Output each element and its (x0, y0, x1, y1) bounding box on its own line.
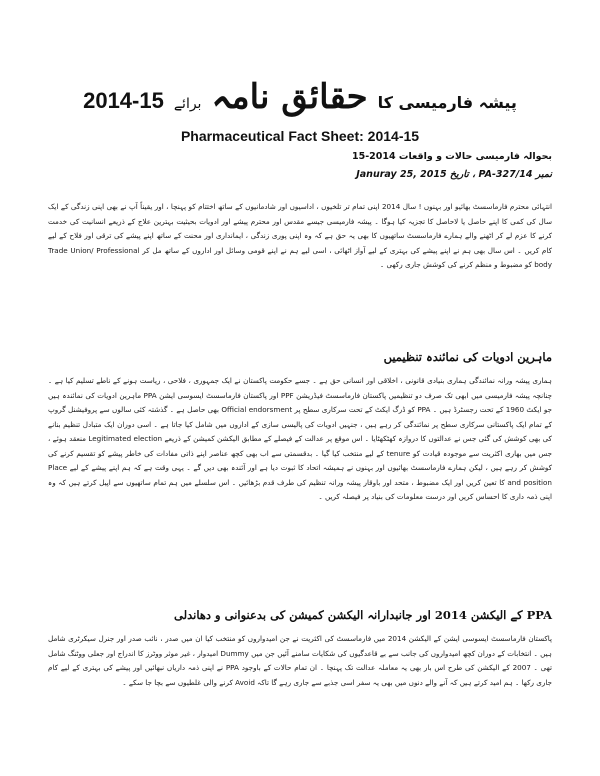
title-year: 2014-15 (83, 88, 164, 113)
urdu-title (0, 76, 600, 117)
representation-paragraph: ہماری پیشہ ورانہ نمائندگی ہماری بنیادی قانونی ، اخلاقی اور انسانی حق ہے ۔ جسے حکومت پاکستان نے ایک جمہوری ، فلاحی ، ریاست ہونے کے ناطے تسلیم کیا ہے ۔ چنانچہ پیشہ فارمیسی میں ابھی تک صرف دو تنظیمیں پاکستان فارماسسٹ فیڈریشن PPF اور پاکستان فارماسسٹ ایسوسی ایشن PPA ماہرین ادویات کی نمائندہ ہیں جو ایکٹ 1960 کے تحت رجسٹرڈ ہیں ۔ PPA کو ڈرگ ایکٹ کے تحت سرکاری سطح پر Official endorsment بھی حاصل ہے ۔ گذشتہ کئی سالوں سے پروفیشنل گروپ کے تمام ایک پاکستانی سرکاری سطح پر نمائندگی کر رہے ہیں ، جنہیں ادویات کی پالیسی سازی کے اداروں میں شامل کیا جاتا ہے ۔ اسی دوران ایک متبادل تنظیم بنانے کی بھی کوشش کی گئی جس نے عدالتوں کا دروازہ کھٹکھٹایا ۔ اس موقع پر عدالت کے فیصلے کے مطابق الیکشن کمیشن کے ذریعے Legitimated election منعقد ہوئے ، جس میں بھاری اکثریت سے موجودہ قیادت کو tenure کے لیے منتخب کیا گیا ۔ بدقسمتی سے اب بھی کچھ عناصر اپنے ذاتی مفادات کی خاطر پیشے کو تقسیم کرنے کی کوشش کر رہے ہیں ، لیکن ہمارے فارماسسٹ بھائیوں اور بہنوں نے ہمیشہ اتحاد کا ثبوت دیا ہے اور آئندہ بھی دیں گے ۔ یہی وقت ہے کہ ہم اپنے پیشے کے لیے Place and position کا تعین کریں اور ایک مضبوط ، متحد اور باوقار پیشہ ورانہ تنظیم کی طرف قدم بڑھائیں ۔ اس سلسلے میں ہم تمام ساتھیوں سے اپیل کرتے ہیں کہ وہ اپنی ذمہ داری کا احساس کریں اور درست معلومات کی بنیاد پر فیصلہ کریں ۔ (48, 376, 552, 501)
english-title: Pharmaceutical Fact Sheet: 2014-15 (180, 128, 420, 144)
title-for: برائے (173, 96, 202, 112)
reference-line-2: نمبر 327/14-PA ، تاریخ Januray 25, 2015 (356, 169, 552, 180)
section-heading-representation: ماہرین ادویات کی نمائندہ تنظیمیں (383, 350, 552, 364)
intro-paragraph: انتہائی محترم فارماسسٹ بھائیو اور بہنوں ! سال 2014 اپنی تمام تر تلخیوں ، اداسیوں اور شادمانیوں کے ساتھ اختتام کو پہنچا ، اور یقیناً آپ نے بھی اپنی زندگی کے ایک سال کی کمی کا اپنے حاصل یا لاحاصل کا تجزیہ کیا ہوگا ۔ پیشہ فارمیسی جیسے مقدس اور محترم پیشے اور ادویات بحیثیت بہترین علاج کے ذریعے انسانیت کی خدمت کرنے کا عزم لے کر اٹھنے والے ہمارے فارماسسٹ ساتھیوں کا بھی یہ حق ہے کہ وہ اپنی پوری زندگی ، ایمانداری اور محنت کے ساتھ اپنے پیشے کی ترقی اور فلاح کے لیے کام کریں ۔ اس سال بھی ہم نے اپنے پیشے کی بہتری کے لیے آواز اٹھائی ، اسی لیے ہم نے اپنے قومی وسائل اور اداروں کے ساتھ مل کر Trade Union/ Professional body کو مضبوط و منظم کرنے کی کوشش جاری رکھی ۔ (48, 202, 552, 269)
election-paragraph: پاکستان فارماسسٹ ایسوسی ایشن کے الیکشن 2014 میں فارماسسٹ کی اکثریت نے جن امیدواروں کو منتخب کیا ان میں صدر ، نائب صدر اور جنرل سیکرٹری شامل ہیں ۔ انتخابات کے دوران کچھ امیدواروں کی جانب سے بے قاعدگیوں کی شکایات سامنے آئیں جن میں Dummy امیدوار ، غیر موثر ووٹرز کا اندراج اور جعلی ووٹنگ شامل تھی ۔ 2007 کے الیکشن کی طرح اس بار بھی یہ معاملہ عدالت تک پہنچا ۔ ان تمام حالات کے باوجود PPA نے اپنی ذمہ داریاں نبھائیں اور پیشے کی بہتری کے لیے کام جاری رکھا ۔ ہم امید کرتے ہیں کہ آنے والے دنوں میں بھی یہ سفر اسی جذبے سے جاری رہے گا تاکہ Avoid کرنے والی غلطیوں سے بچا جا سکے ۔ (48, 634, 552, 687)
title-main: حقائق نامہ (211, 77, 368, 117)
reference-line-1: بحوالہ فارمیسی حالات و واقعات 2014-15 (351, 151, 552, 162)
section-heading-election: PPA کے الیکشن 2014 اور جانبدارانہ الیکشن کمیشن کی بدعنوانی و دھاندلی (174, 608, 552, 622)
reference-block (192, 148, 552, 184)
title-prefix: پیشہ فارمیسی کا (377, 93, 517, 112)
